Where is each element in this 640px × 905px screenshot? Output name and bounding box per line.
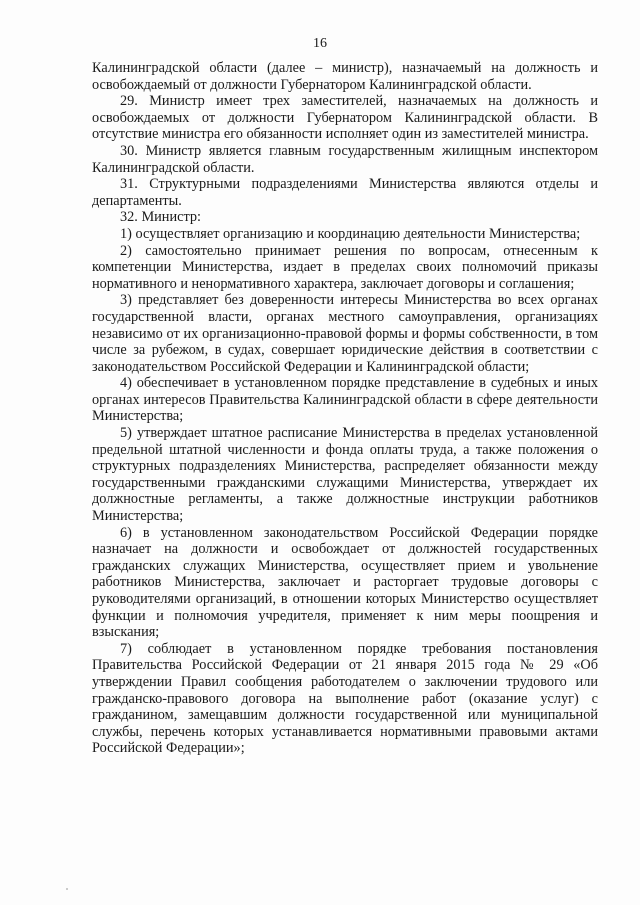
list-item: 3) представляет без доверенности интересы Министерства во всех органах государственной власти, органах местного самоуправления, организациях независимо от их организационно-правовой формы и формы собственности, в том числе за рубежом, в судах, совершает юридические действия в соответствии с законодательством Российской Федерации и Калининградской области;	[92, 292, 598, 375]
paragraph: 30. Министр является главным государственным жилищным инспектором Калининградской области.	[92, 142, 598, 176]
paragraph: 31. Структурными подразделениями Министерства являются отделы и департаменты.	[92, 176, 598, 209]
list-item: 7) соблюдает в установленном порядке требования постановления Правительства Российской Федерации от 21 января 2015 года № 29 «Об утверждении Правил сообщения работодателем о заключении трудового или гражданско-правового договора на выполнение работ (оказание услуг) с гражданином, замещавшим должности государственной или муниципальной службы, перечень которых устанавливается нормативными правовыми актами Российской Федерации»;	[92, 640, 598, 757]
page-number: 16	[313, 36, 327, 51]
list-item: 2) самостоятельно принимает решения по вопросам, отнесенным к компетенции Министерства, издает в пределах своих полномочий приказы нормативного и ненормативного характера, заключает договоры и соглашения;	[92, 242, 598, 292]
scan-artifact	[66, 888, 68, 890]
document-body	[92, 60, 598, 757]
list-item: 4) обеспечивает в установленном порядке представление в судебных и иных органах интересов Правительства Калининградской области в сфере деятельности Министерства;	[92, 375, 598, 425]
paragraph: Калининградской области (далее – министр), назначаемый на должность и освобождаемый от должности Губернатором Калининградской области.	[92, 60, 598, 93]
paragraph: 29. Министр имеет трех заместителей, назначаемых на должность и освобождаемых от должности Губернатором Калининградской области. В отсутствие министра его обязанности исполняет один из заместителей министра.	[92, 93, 598, 143]
paragraph: 32. Министр:	[120, 209, 201, 226]
list-item: 5) утверждает штатное расписание Министерства в пределах установленной предельной штатной численности и фонда оплаты труда, а также положения о структурных подразделениях Министерства, распределяет обязанности между государственными гражданскими служащими Министерства, утверждает их должностные регламенты, а также должностные инструкции работников Министерства;	[92, 425, 598, 525]
list-item: 1) осуществляет организацию и координацию деятельности Министерства;	[120, 225, 581, 242]
list-item: 6) в установленном законодательством Российской Федерации порядке назначает на должности и освобождает от должностей государственных гражданских служащих Министерства, осуществляет прием и увольнение работников Министерства, заключает и расторгает трудовые договоры с руководителями организаций, в отношении которых Министерство осуществляет функции и полномочия учредителя, применяет к ним меры поощрения и взыскания;	[92, 524, 598, 641]
